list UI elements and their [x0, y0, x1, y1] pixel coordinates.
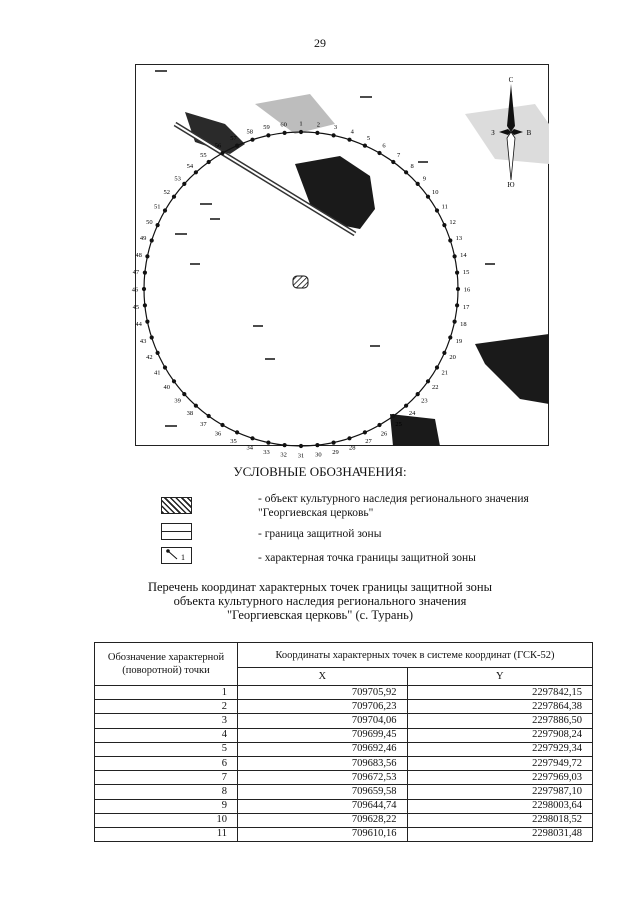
cell-n: 4 [95, 728, 238, 742]
boundary-point [172, 195, 176, 199]
boundary-point-label: 38 [186, 409, 194, 417]
cell-y: 2297864,38 [407, 700, 593, 714]
boundary-point-label: 58 [246, 128, 253, 136]
boundary-point [182, 182, 186, 186]
list-title-line-3: "Георгиевская церковь" (с. Турань) [226, 608, 414, 622]
boundary-point [363, 144, 367, 148]
boundary-point-label: 4 [350, 128, 354, 136]
legend-symbol-object [161, 497, 192, 514]
boundary-point-label: 46 [131, 286, 139, 294]
cell-x: 709610,16 [238, 827, 408, 841]
boundary-point [194, 170, 198, 174]
header-coordinates: Координаты характерных точек в системе координат (ГСК-52) [238, 643, 593, 668]
cell-x: 709644,74 [238, 799, 408, 813]
cell-x: 709659,58 [238, 785, 408, 799]
boundary-point [455, 271, 459, 275]
table-row [95, 728, 593, 742]
boundary-point-label: 35 [230, 438, 237, 446]
boundary-point [220, 423, 224, 427]
boundary-point-label: 20 [449, 354, 456, 361]
boundary-point-label: 27 [365, 438, 372, 446]
boundary-point [391, 414, 395, 418]
protection-zone-map [131, 64, 549, 460]
boundary-point [235, 144, 239, 148]
boundary-point-label: 23 [421, 397, 428, 405]
cell-y: 2297929,34 [407, 742, 593, 756]
boundary-point [435, 208, 439, 212]
boundary-point-label: 12 [449, 219, 456, 226]
table-row [95, 700, 593, 714]
boundary-point [150, 335, 154, 339]
boundary-point [315, 443, 319, 447]
table-row [95, 799, 593, 813]
boundary-point [283, 131, 287, 135]
table-row [95, 742, 593, 756]
boundary-point-label: 51 [153, 203, 161, 211]
boundary-point [453, 254, 457, 258]
cell-x: 709699,45 [238, 728, 408, 742]
boundary-point [142, 287, 146, 291]
cell-n: 5 [95, 742, 238, 756]
boundary-point [182, 392, 186, 396]
boundary-point [416, 182, 420, 186]
boundary-point [220, 151, 224, 155]
list-title-line-2: объекта культурного наследия регионального значения [173, 594, 467, 608]
compass-east: В [526, 129, 532, 137]
cell-x: 709705,92 [238, 686, 408, 700]
boundary-point [299, 444, 303, 448]
boundary-point-label: 29 [332, 448, 339, 456]
boundary-point-label: 31 [297, 452, 305, 460]
legend-item-point: - характерная точка границы защитной зоны [258, 552, 476, 564]
boundary-point-label: 10 [432, 188, 439, 196]
compass-north: С [508, 76, 514, 84]
boundary-point-label: 55 [200, 152, 207, 160]
table-row [95, 827, 593, 841]
boundary-point-label: 14 [460, 252, 467, 259]
cell-x: 709692,46 [238, 742, 408, 756]
boundary-point [377, 151, 381, 155]
boundary-point [143, 303, 147, 307]
boundary-point-label: 53 [174, 175, 181, 183]
boundary-point-label: 9 [422, 175, 427, 183]
boundary-point-label: 5 [366, 134, 371, 142]
table-row [95, 756, 593, 770]
cell-y: 2298031,48 [407, 827, 593, 841]
boundary-point [377, 423, 381, 427]
cell-x: 709706,23 [238, 700, 408, 714]
boundary-point [266, 441, 270, 445]
boundary-point-label: 15 [462, 269, 470, 277]
boundary-point-label: 36 [214, 430, 222, 438]
boundary-point-label: 19 [455, 337, 463, 345]
cell-n: 6 [95, 756, 238, 770]
boundary-point-label: 25 [395, 420, 402, 428]
legend-item-object: - объект культурного наследия регионального значения "Георгиевская церковь" [258, 493, 529, 519]
cell-y: 2298018,52 [407, 813, 593, 827]
header-y: Y [407, 668, 593, 686]
boundary-point-label: 34 [246, 444, 253, 452]
cell-n: 3 [95, 714, 238, 728]
cell-n: 11 [95, 827, 238, 841]
boundary-point-label: 18 [460, 321, 467, 328]
list-title-line-1: Перечень координат характерных точек границы защитной зоны [147, 580, 493, 594]
boundary-point [143, 271, 147, 275]
boundary-point [194, 404, 198, 408]
boundary-point-label: 44 [135, 321, 142, 328]
boundary-point [347, 138, 351, 142]
boundary-point [442, 223, 446, 227]
boundary-point [150, 238, 154, 242]
terrain-mass [390, 414, 440, 446]
table-row [95, 771, 593, 785]
boundary-point-label: 8 [410, 163, 414, 171]
boundary-point [163, 365, 167, 369]
boundary-point-label: 22 [432, 384, 439, 392]
boundary-point [404, 170, 408, 174]
boundary-point [435, 365, 439, 369]
boundary-point-label: 2 [316, 121, 321, 129]
header-x: X [238, 668, 408, 686]
boundary-point-label: 28 [349, 444, 356, 452]
boundary-point [283, 443, 287, 447]
table-row [95, 785, 593, 799]
cell-n: 2 [95, 700, 238, 714]
boundary-point-label: 41 [153, 369, 161, 377]
boundary-point-label: 16 [463, 286, 471, 294]
cell-n: 10 [95, 813, 238, 827]
boundary-point-label: 57 [230, 134, 237, 142]
church-object [293, 276, 308, 288]
coordinates-list-title [0, 580, 640, 622]
coordinates-table [94, 642, 593, 842]
cell-y: 2298003,64 [407, 799, 593, 813]
boundary-point [266, 133, 270, 137]
boundary-point [315, 131, 319, 135]
cell-x: 709628,22 [238, 813, 408, 827]
header-designation: Обозначение характерной (поворотной) точки [95, 643, 238, 686]
boundary-point-label: 30 [315, 451, 322, 459]
boundary-point [299, 130, 303, 134]
boundary-point-label: 33 [263, 448, 270, 456]
boundary-point [156, 351, 160, 355]
boundary-point-label: 32 [280, 451, 287, 459]
boundary-point [442, 351, 446, 355]
boundary-point [145, 254, 149, 258]
cell-y: 2297842,15 [407, 686, 593, 700]
boundary-point-label: 49 [139, 235, 147, 243]
boundary-point-label: 17 [462, 303, 470, 311]
cell-y: 2297949,72 [407, 756, 593, 770]
table-row [95, 686, 593, 700]
boundary-point-label: 7 [396, 152, 401, 160]
boundary-point [426, 379, 430, 383]
boundary-point [172, 379, 176, 383]
boundary-point-label: 21 [441, 369, 449, 377]
legend-item-boundary: - граница защитной зоны [258, 528, 382, 540]
boundary-point [207, 160, 211, 164]
cell-y: 2297969,03 [407, 771, 593, 785]
boundary-point [448, 335, 452, 339]
boundary-point [163, 208, 167, 212]
table-row [95, 714, 593, 728]
boundary-point [250, 436, 254, 440]
boundary-point [455, 303, 459, 307]
boundary-point [453, 320, 457, 324]
cell-x: 709704,06 [238, 714, 408, 728]
boundary-point-label: 13 [455, 235, 463, 243]
cell-n: 8 [95, 785, 238, 799]
boundary-point-label: 50 [146, 219, 153, 226]
boundary-point-label: 56 [214, 142, 222, 150]
boundary-point-label: 43 [139, 337, 147, 345]
cell-n: 9 [95, 799, 238, 813]
boundary-point [250, 138, 254, 142]
boundary-point [426, 195, 430, 199]
compass-west: З [491, 129, 495, 137]
boundary-point-label: 26 [380, 430, 388, 438]
boundary-point [456, 287, 460, 291]
boundary-point-label: 60 [280, 121, 287, 129]
boundary-point-label: 52 [163, 188, 170, 196]
compass-south: Ю [507, 181, 515, 189]
boundary-point-label: 40 [163, 384, 170, 392]
boundary-point [391, 160, 395, 164]
boundary-point [207, 414, 211, 418]
boundary-point-label: 3 [333, 124, 338, 132]
boundary-point-label: 42 [146, 354, 153, 361]
cell-x: 709683,56 [238, 756, 408, 770]
boundary-point-label: 11 [441, 203, 448, 211]
boundary-point [332, 441, 336, 445]
table-row [95, 813, 593, 827]
legend-symbol-point [161, 547, 192, 564]
boundary-point [332, 133, 336, 137]
boundary-point [416, 392, 420, 396]
boundary-point-label: 48 [135, 252, 142, 259]
legend-symbol-boundary [161, 523, 192, 540]
cell-n: 1 [95, 686, 238, 700]
boundary-point [448, 238, 452, 242]
boundary-point-label: 37 [200, 420, 207, 428]
boundary-point-label: 39 [174, 397, 181, 405]
cell-y: 2297908,24 [407, 728, 593, 742]
boundary-point-label: 6 [382, 142, 386, 150]
boundary-point-label: 1 [299, 120, 303, 128]
boundary-point [235, 430, 239, 434]
page-number: 29 [314, 36, 326, 50]
boundary-point-label: 59 [263, 124, 270, 132]
boundary-point [404, 404, 408, 408]
cell-y: 2297886,50 [407, 714, 593, 728]
cell-n: 7 [95, 771, 238, 785]
boundary-point-label: 54 [186, 163, 194, 171]
boundary-point-label: 45 [132, 303, 140, 311]
cell-x: 709672,53 [238, 771, 408, 785]
boundary-point-label: 47 [132, 269, 140, 277]
boundary-point [363, 430, 367, 434]
legend-point-label: 1 [181, 553, 185, 562]
boundary-point [156, 223, 160, 227]
boundary-point [145, 320, 149, 324]
boundary-point [347, 436, 351, 440]
boundary-point-label: 24 [408, 409, 416, 417]
legend-title: УСЛОВНЫЕ ОБОЗНАЧЕНИЯ: [233, 464, 407, 479]
cell-y: 2297987,10 [407, 785, 593, 799]
